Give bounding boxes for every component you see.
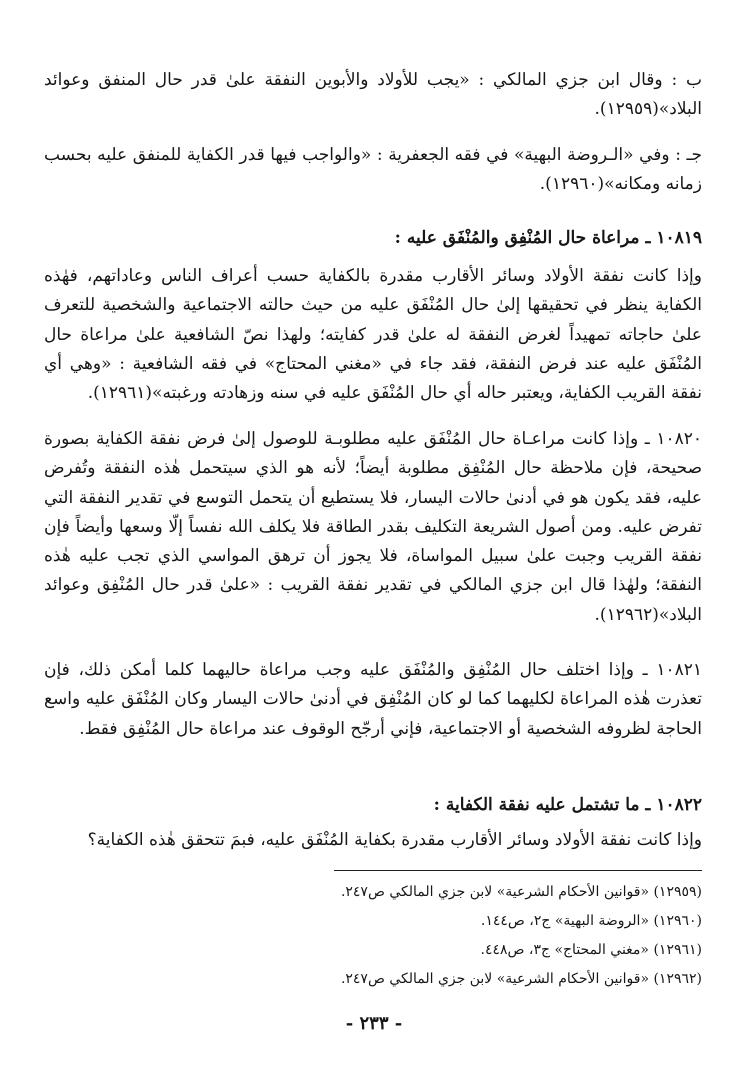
footnote-item: (١٢٩٦٢) «قوانين الأحكام الشرعية» لابن جزي المالكي ص٢٤٧. bbox=[340, 971, 702, 987]
footnote-divider bbox=[334, 870, 702, 871]
paragraph-j: جـ : وفي «الـروضة البهية» في فقه الجعفرية : «والواجب فيها قدر الكفاية للمنفق عليه بحسب زمانه ومكانه»(١٢٩٦٠). bbox=[44, 145, 702, 195]
paragraph-b: ب : وقال ابن جزي المالكي : «يجب للأولاد والأبوين النفقة علىٰ قدر حال المنفق وعوائد البلاد»(١٢٩٥٩). bbox=[44, 70, 702, 120]
footnote-item: (١٢٩٦١) «مغني المحتاج» ج٣، ص٤٤٨. bbox=[480, 942, 702, 958]
section-heading-10822: ١٠٨٢٢ ـ ما تشتمل عليه نفقة الكفاية : bbox=[433, 795, 702, 815]
section-heading-10819: ١٠٨١٩ ـ مراعاة حال المُنْفِق والمُنْفَق عليه : bbox=[394, 228, 702, 248]
page-number: - ٢٣٣ - bbox=[345, 1013, 403, 1034]
paragraph-10819: وإذا كانت نفقة الأولاد وسائر الأقارب مقدرة بالكفاية حسب أعراف الناس وعاداتهم، فهٰذه الكفاية ينظر في تحقيقها إلىٰ حال المُنْفَق عليه من حيث حالته الاجتماعية والشخصية للتعرف علىٰ حاجاته تمهيداً لغرض النفقة له علىٰ قدر كفايته؛ ولهذا نصّ الشافعية علىٰ مراعاة حال المُنْفَق عليه عند فرض النفقة، فقد جاء في «مغني المحتاج» في فقه الشافعية : «وهي أي نفقة القريب الكفاية، ويعتبر حاله أي حال المُنْفَق عليه في سنه وزهادته ورغبته»(١٢٩٦١). bbox=[44, 266, 702, 404]
footnotes-list bbox=[290, 878, 702, 994]
paragraph-10822: وإذا كانت نفقة الأولاد وسائر الأقارب مقدرة بكفاية المُنْفَق عليه، فبمَ تتحقق هٰذه الكفاية؟ bbox=[87, 830, 702, 850]
paragraph-10820: ١٠٨٢٠ ـ وإذا كانت مراعـاة حال المُنْفَق عليه مطلوبـة للوصول إلىٰ فرض نفقة الكفاية بصورة صحيحة، فإن ملاحظة حال المُنْفِق مطلوبة أيضاً؛ لأنه هو الذي سيتحمل هٰذه النفقة وتُفرض عليه، فقد يكون هو في أدنىٰ حالات اليسار، فلا يستطيع أن يتحمل التوسع في تقدير النفقة التي تفرض عليه. ومن أصول الشريعة التكليف بقدر الطاقة فلا يكلف الله نفساً إلّا وسعها وأيضاً فإن نفقة القريب وجبت علىٰ سبيل المواساة، فلا يجوز أن ترهق المواسي الذي تجب عليه هٰذه النفقة؛ ولهٰذا قال ابن جزي المالكي في تقدير نفقة القريب : «علىٰ قدر حال المُنْفِق وعوائد البلاد»(١٢٩٦٢). bbox=[44, 429, 702, 625]
footnote-item: (١٢٩٦٠) «الروضة البهية» ج٢، ص١٤٤. bbox=[480, 913, 702, 929]
paragraph-10821: ١٠٨٢١ ـ وإذا اختلف حال المُنْفِق والمُنْفَق عليه وجب مراعاة حاليهما كلما أمكن ذلك، فإن تعذرت هٰذه المراعاة لكليهما كما لو كان المُنْفِق في أدنىٰ حالات اليسار وكان المُنْفَق عليه واسع الحاجة لظروفه الشخصية أو الاجتماعية، فإني أرجّح الوقوف عند مراعاة حال المُنْفِق فقط. bbox=[44, 660, 702, 739]
footnote-item: (١٢٩٥٩) «قوانين الأحكام الشرعية» لابن جزي المالكي ص٢٤٧. bbox=[340, 884, 702, 900]
